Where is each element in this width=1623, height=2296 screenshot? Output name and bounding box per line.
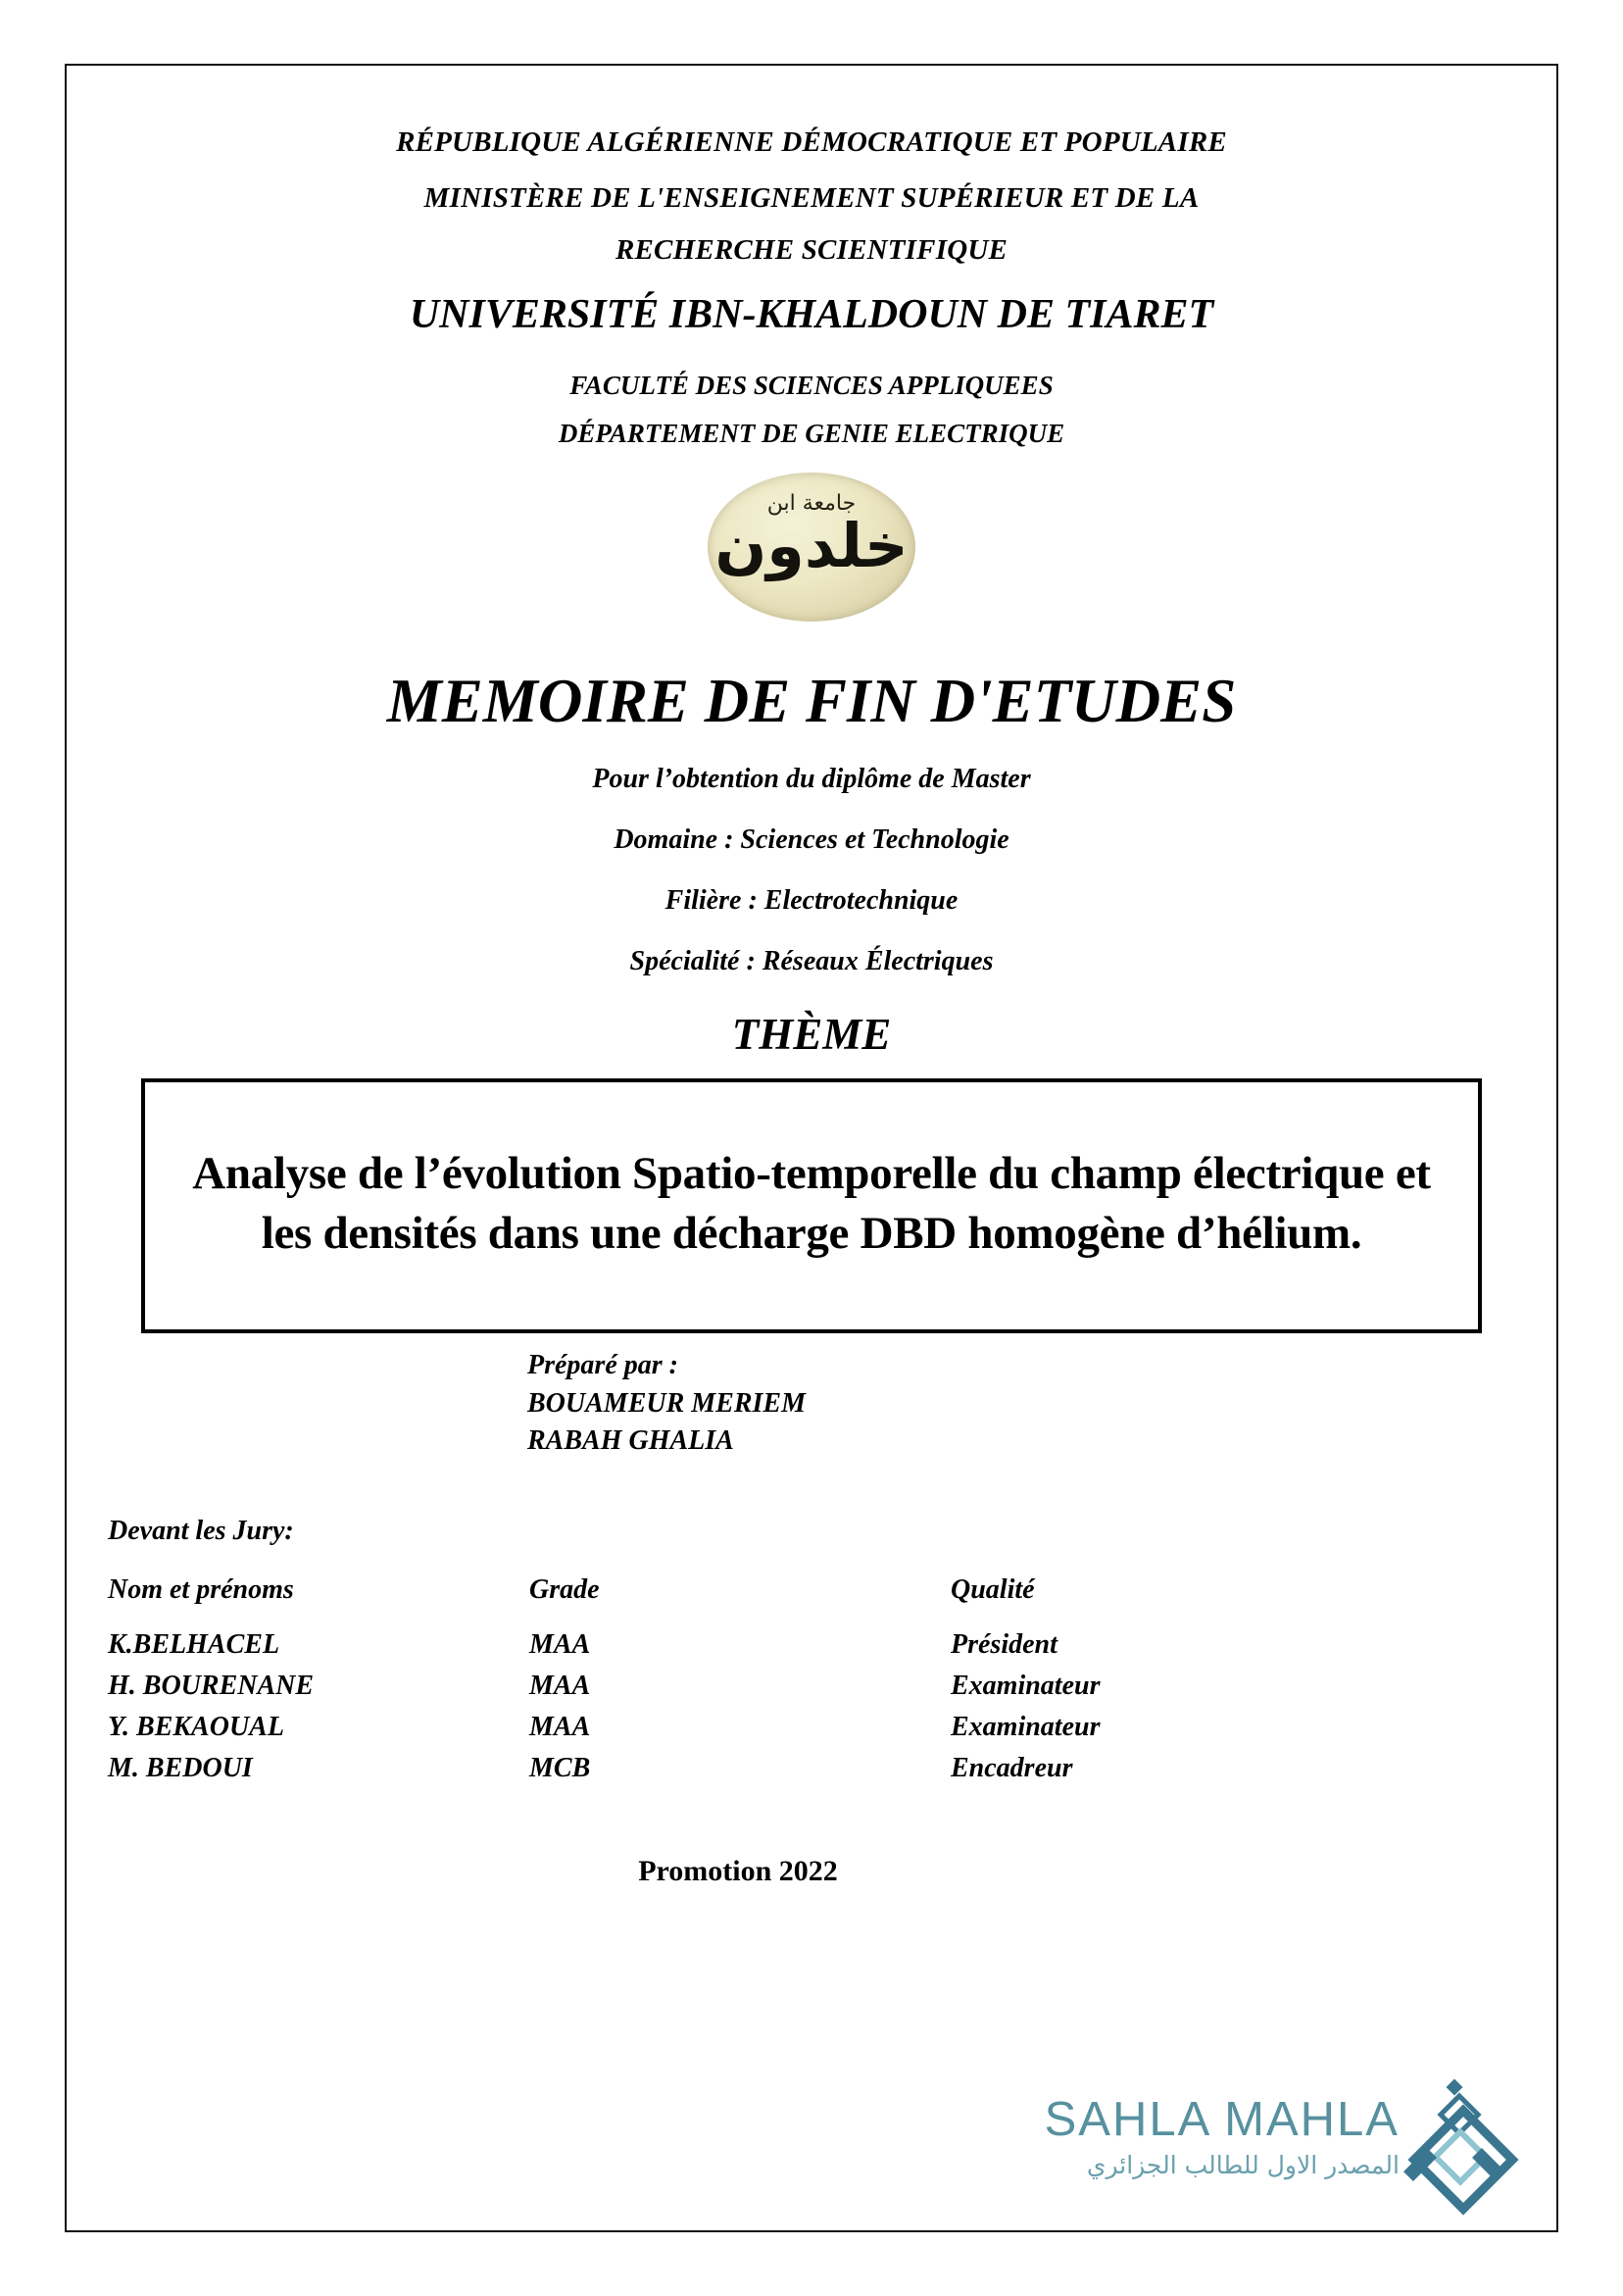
jury-member-name: M. BEDOUI (108, 1752, 253, 1783)
column-header-grade: Grade (529, 1573, 600, 1605)
prepared-by-label: Préparé par : (527, 1350, 678, 1380)
jury-section (67, 1516, 1556, 1796)
jury-title: Devant les Jury: (108, 1515, 294, 1546)
author-name: RABAH GHALIA (527, 1425, 734, 1457)
author-name: BOUAMEUR MERIEM (527, 1387, 806, 1419)
jury-member-name: Y. BEKAOUAL (108, 1711, 284, 1742)
jury-member-grade: MAA (529, 1711, 591, 1742)
table-row (108, 1755, 1225, 1796)
republic-line: RÉPUBLIQUE ALGÉRIENNE DÉMOCRATIQUE ET POPULAIRE (396, 126, 1227, 158)
ministry-line-2: RECHERCHE SCIENTIFIQUE (615, 234, 1008, 266)
degree-meta (67, 766, 1556, 975)
watermark-logo (1045, 2079, 1500, 2195)
table-header-row (108, 1574, 1225, 1631)
faculty-name: FACULTÉ DES SCIENCES APPLIQUEES (569, 371, 1054, 400)
theme-box (141, 1078, 1482, 1333)
sahla-mahla-diamond-emblem-icon (1409, 2079, 1500, 2195)
theme-title: Analyse de l’évolution Spatio-temporelle du champ électrique et les densités dans une décharge DBD homogène d’hélium. (192, 1147, 1431, 1259)
page-content (67, 66, 1556, 2230)
table-row (108, 1631, 1225, 1672)
degree-specialite: Spécialité : Réseaux Électriques (629, 946, 994, 976)
promotion-year: Promotion 2022 (638, 1854, 838, 1887)
page-border (65, 64, 1558, 2232)
jury-member-quality: Examinateur (951, 1670, 1101, 1701)
table-row (108, 1714, 1225, 1755)
seal-container (67, 473, 1556, 622)
table-row (108, 1672, 1225, 1714)
degree-filiere: Filière : Electrotechnique (664, 885, 959, 916)
ministry-line-1: MINISTÈRE DE L'ENSEIGNEMENT SUPÉRIEUR ET DE LA (423, 182, 1200, 214)
seal-arabic-small: جامعة ابن (766, 491, 857, 517)
degree-domain: Domaine : Sciences et Technologie (614, 824, 1009, 855)
jury-member-name: H. BOURENANE (108, 1670, 315, 1701)
department-name: DÉPARTEMENT DE GENIE ELECTRIQUE (558, 419, 1065, 448)
jury-member-name: K.BELHACEL (108, 1628, 280, 1660)
column-header-name: Nom et prénoms (108, 1573, 294, 1605)
prepared-by-block (67, 1347, 1556, 1461)
jury-member-quality: Examinateur (951, 1711, 1101, 1742)
jury-member-grade: MAA (529, 1670, 591, 1701)
jury-member-quality: Encadreur (951, 1752, 1073, 1783)
watermark-tagline: المصدر الاول للطالب الجزائري (1086, 2150, 1400, 2179)
jury-member-grade: MAA (529, 1628, 591, 1660)
jury-table (108, 1574, 1225, 1796)
institution-header (67, 66, 1556, 447)
jury-member-quality: Président (951, 1628, 1057, 1660)
university-seal-icon (708, 473, 915, 622)
jury-member-grade: MCB (529, 1752, 591, 1783)
column-header-quality: Qualité (951, 1573, 1035, 1605)
degree-purpose: Pour l’obtention du diplôme de Master (592, 764, 1031, 794)
page-title: MEMOIRE DE FIN D'ETUDES (386, 667, 1237, 735)
seal-arabic-main: خلدون (714, 509, 909, 581)
university-name: UNIVERSITÉ IBN-KHALDOUN DE TIARET (409, 292, 1214, 337)
watermark-brand: SAHLA MAHLA (1044, 2092, 1400, 2146)
watermark-text (1044, 2092, 1400, 2179)
theme-heading: THÈME (731, 1010, 892, 1059)
